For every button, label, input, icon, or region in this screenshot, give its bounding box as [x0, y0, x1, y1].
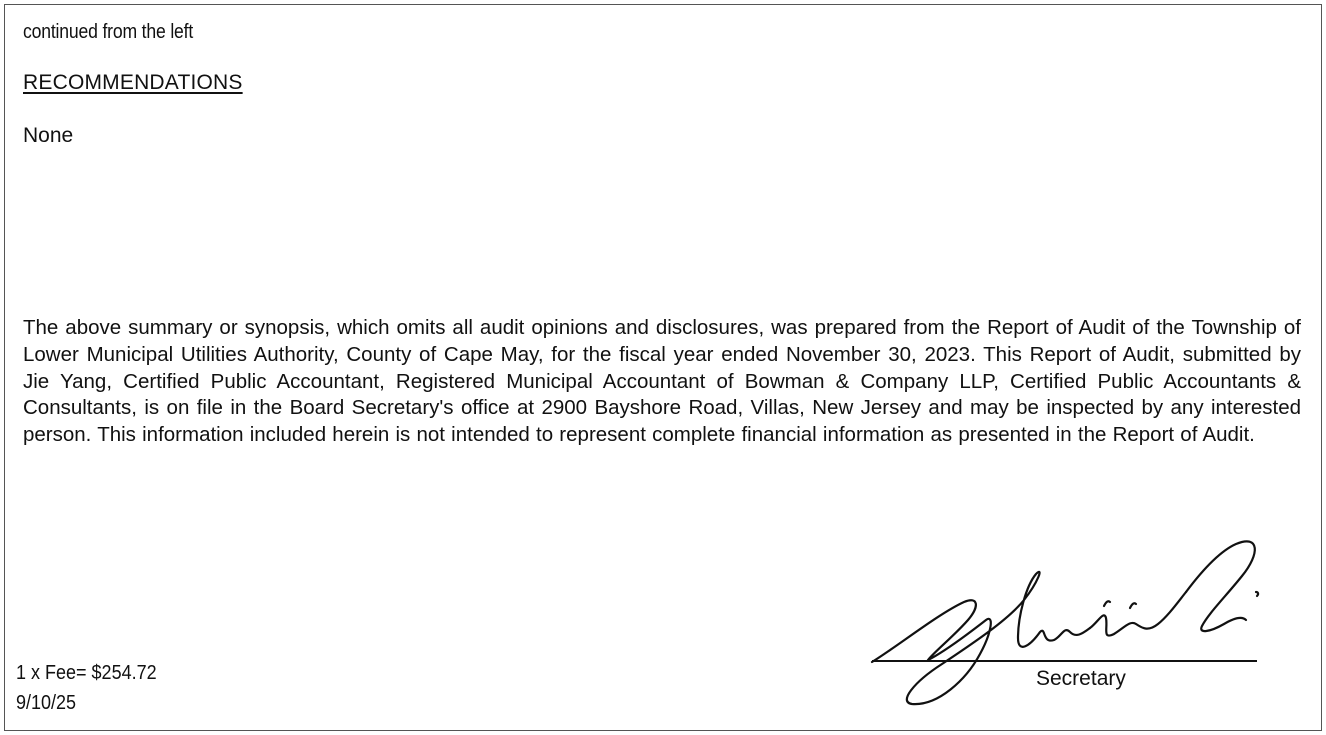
- signature-line: [872, 660, 1257, 662]
- recommendations-text: None: [23, 124, 74, 147]
- fee-line: 1 x Fee= $254.72: [16, 662, 157, 684]
- secretary-label: Secretary: [1036, 667, 1126, 690]
- summary-paragraph: The above summary or synopsis, which omits all audit opinions and disclosures, was prepared from the Report of Audit of the Township of Lower Municipal Utilities Authority, County of Cape May, for the fiscal year ended November 30, 2023. This Report of Audit, submitted by Jie Yang, Certified Public Accountant, Registered Municipal Accountant of Bowman & Company LLP, Certified Public Accountants & Consultants, is on file in the Board Secretary's office at 2900 Bayshore Road, Villas, New Jersey and may be inspected by any interested person. This information included herein is not intended to represent complete financial information as presented in the Report of Audit.: [23, 316, 1301, 447]
- section-heading: RECOMMENDATIONS: [23, 71, 243, 94]
- date-line: 9/10/25: [16, 692, 77, 714]
- continued-note: continued from the left: [23, 21, 194, 43]
